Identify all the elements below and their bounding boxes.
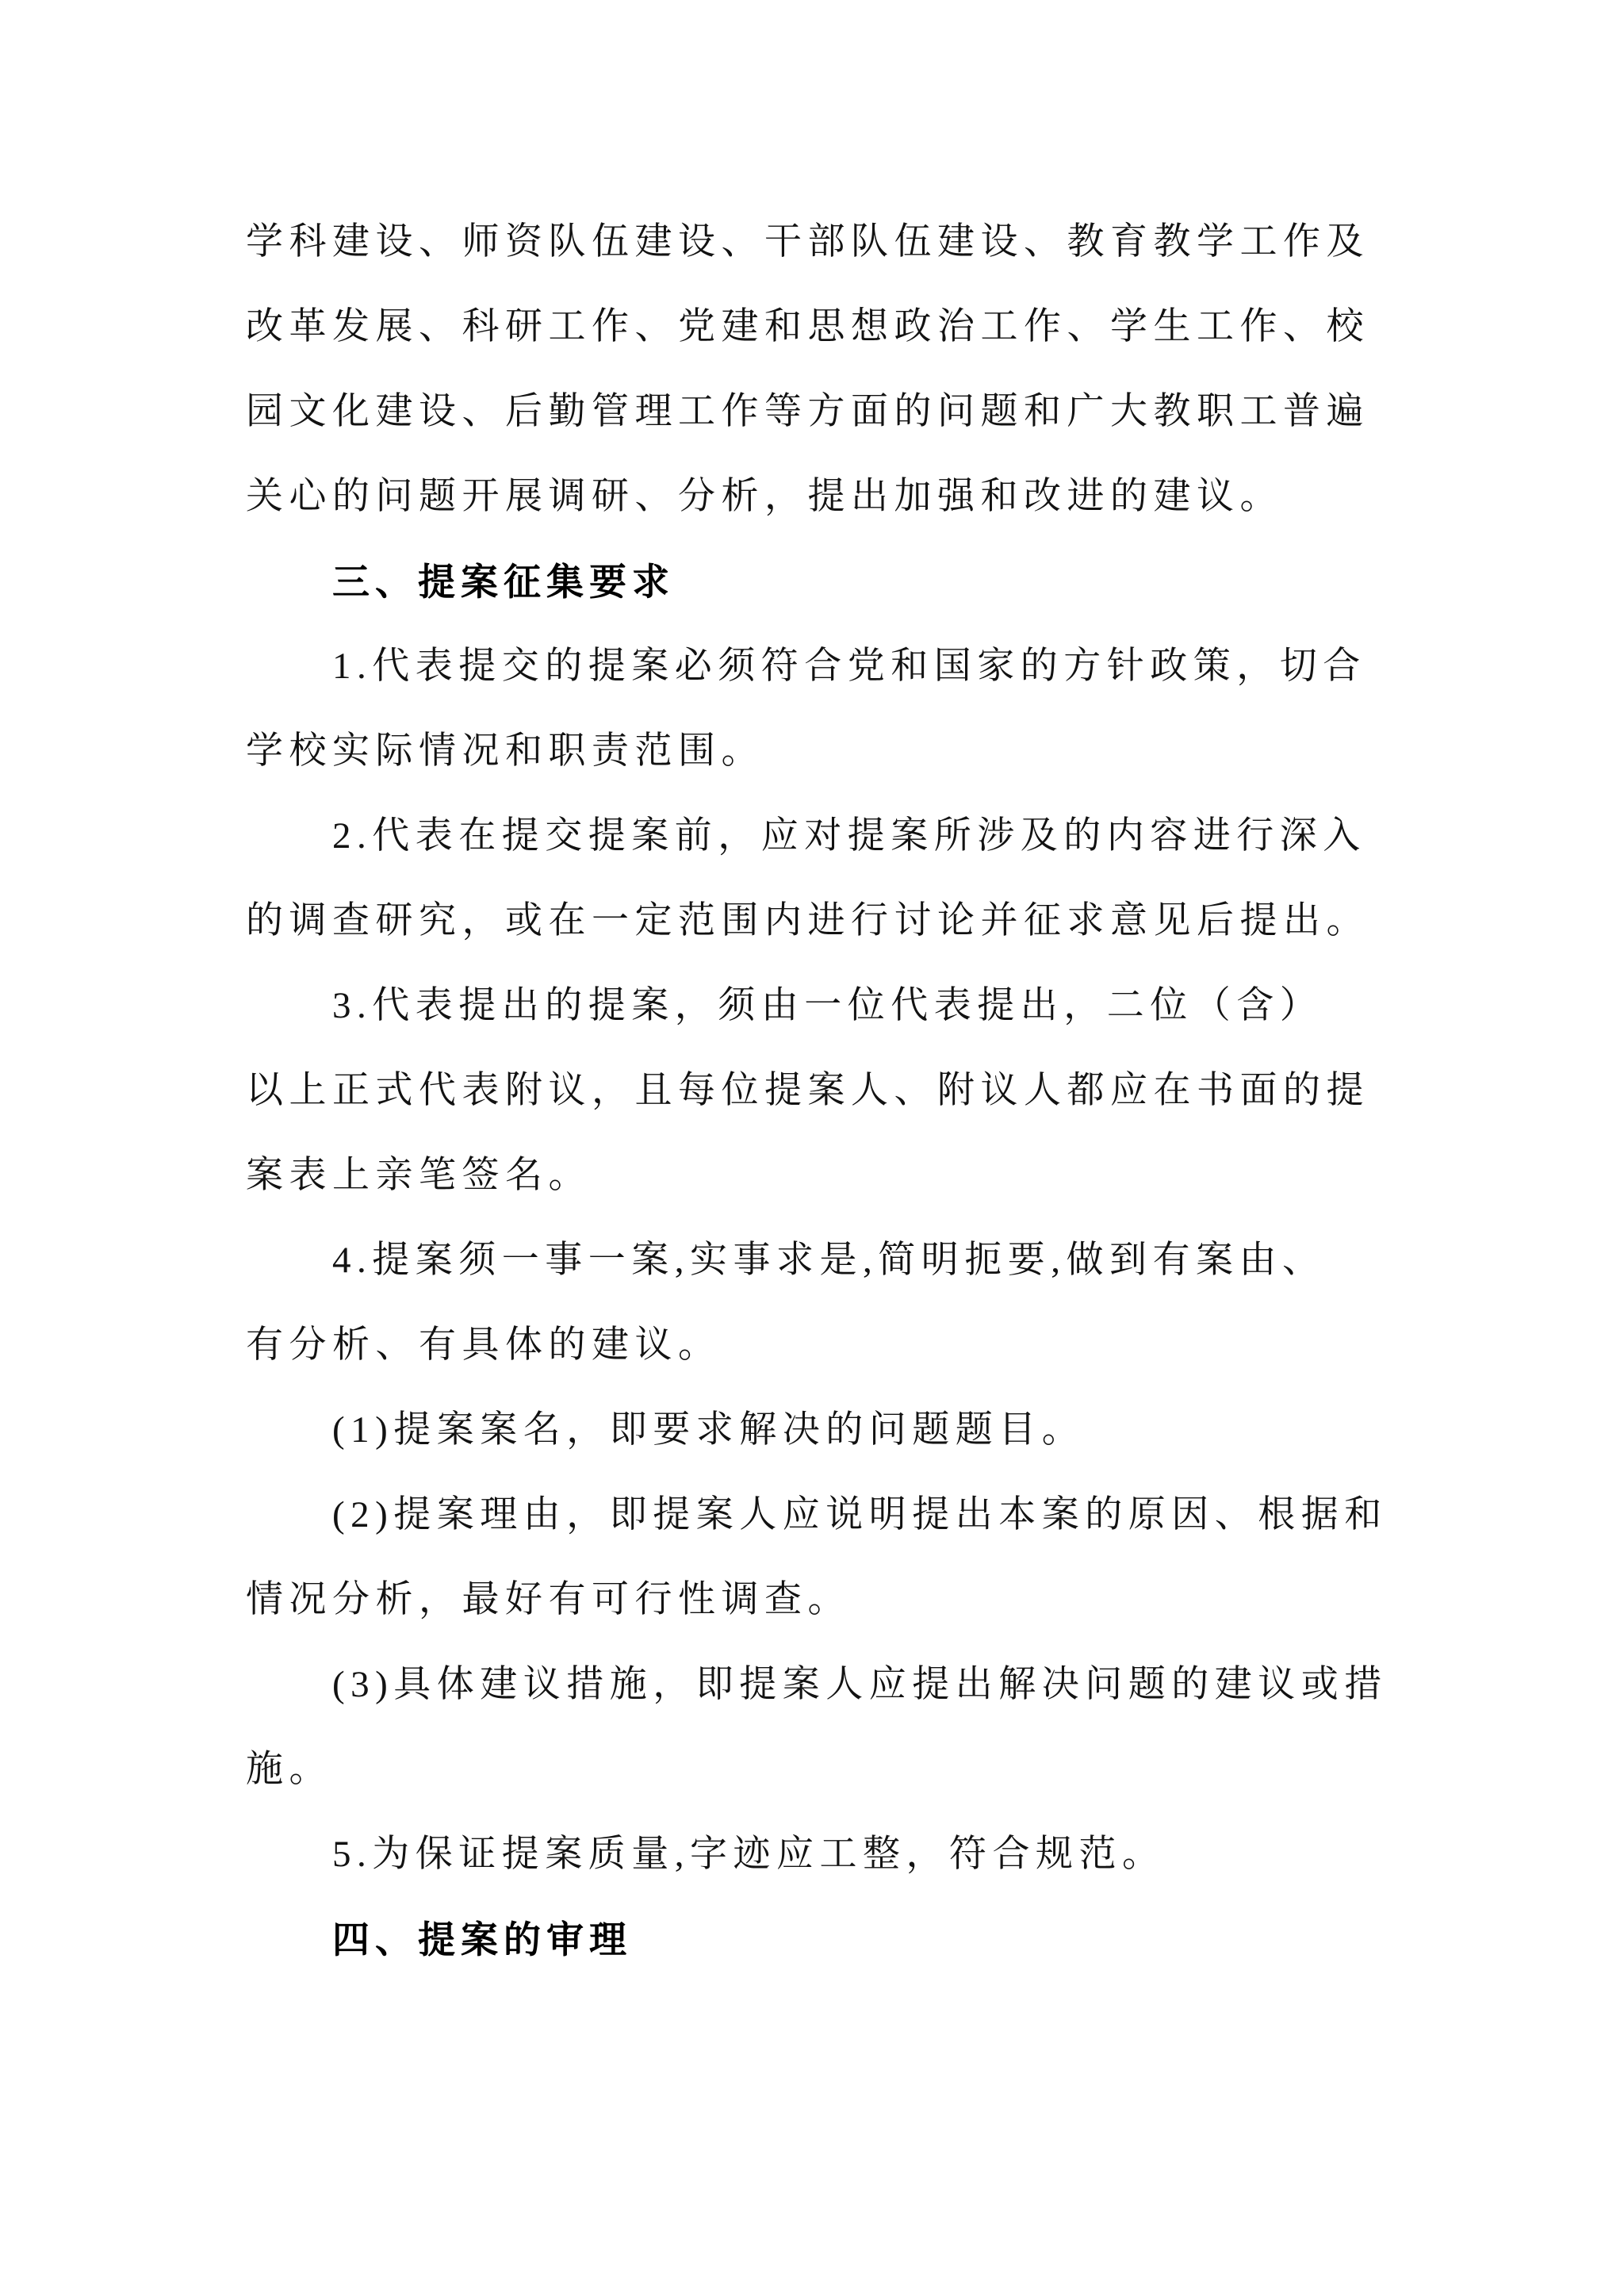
numbered-item-2: 2.代表在提交提案前，应对提案所涉及的内容进行深入 [332, 815, 1366, 857]
section-heading-4: 四、提案的审理 [332, 1918, 632, 1961]
paragraph-line: 园文化建设、后勤管理工作等方面的问题和广大教职工普遍 [246, 391, 1369, 432]
sub-item-1: (1)提案案名，即要求解决的问题题目。 [332, 1409, 1086, 1451]
sub-item-2: (2)提案理由，即提案人应说明提出本案的原因、根据和 [332, 1494, 1388, 1535]
paragraph-line: 有分析、有具体的建议。 [246, 1324, 722, 1366]
paragraph-line: 案表上亲笔签名。 [246, 1155, 592, 1196]
paragraph-line: 改革发展、科研工作、党建和思想政治工作、学生工作、校 [246, 306, 1369, 347]
numbered-item-4: 4.提案须一事一案,实事求是,简明扼要,做到有案由、 [332, 1240, 1326, 1281]
paragraph-line: 学科建设、师资队伍建设、干部队伍建设、教育教学工作及 [246, 221, 1369, 263]
text-block [246, 200, 1388, 1982]
numbered-item-5: 5.为保证提案质量,字迹应工整，符合规范。 [332, 1834, 1166, 1875]
paragraph-line: 的调查研究，或在一定范围内进行讨论并征求意见后提出。 [246, 900, 1369, 941]
paragraph-line: 以上正式代表附议，且每位提案人、附议人都应在书面的提 [246, 1070, 1369, 1111]
paragraph-line: 施。 [246, 1749, 332, 1790]
section-heading-3: 三、提案征集要求 [332, 561, 675, 603]
paragraph-line: 学校实际情况和职责范围。 [246, 730, 764, 772]
sub-item-3: (3)具体建议措施，即提案人应提出解决问题的建议或措 [332, 1664, 1388, 1705]
numbered-item-1: 1.代表提交的提案必须符合党和国家的方针政策，切合 [332, 646, 1366, 687]
paragraph-line: 关心的问题开展调研、分析，提出加强和改进的建议。 [246, 476, 1283, 517]
paragraph-line: 情况分析，最好有可行性调查。 [246, 1579, 851, 1620]
numbered-item-3: 3.代表提出的提案，须由一位代表提出，二位（含） [332, 985, 1323, 1026]
